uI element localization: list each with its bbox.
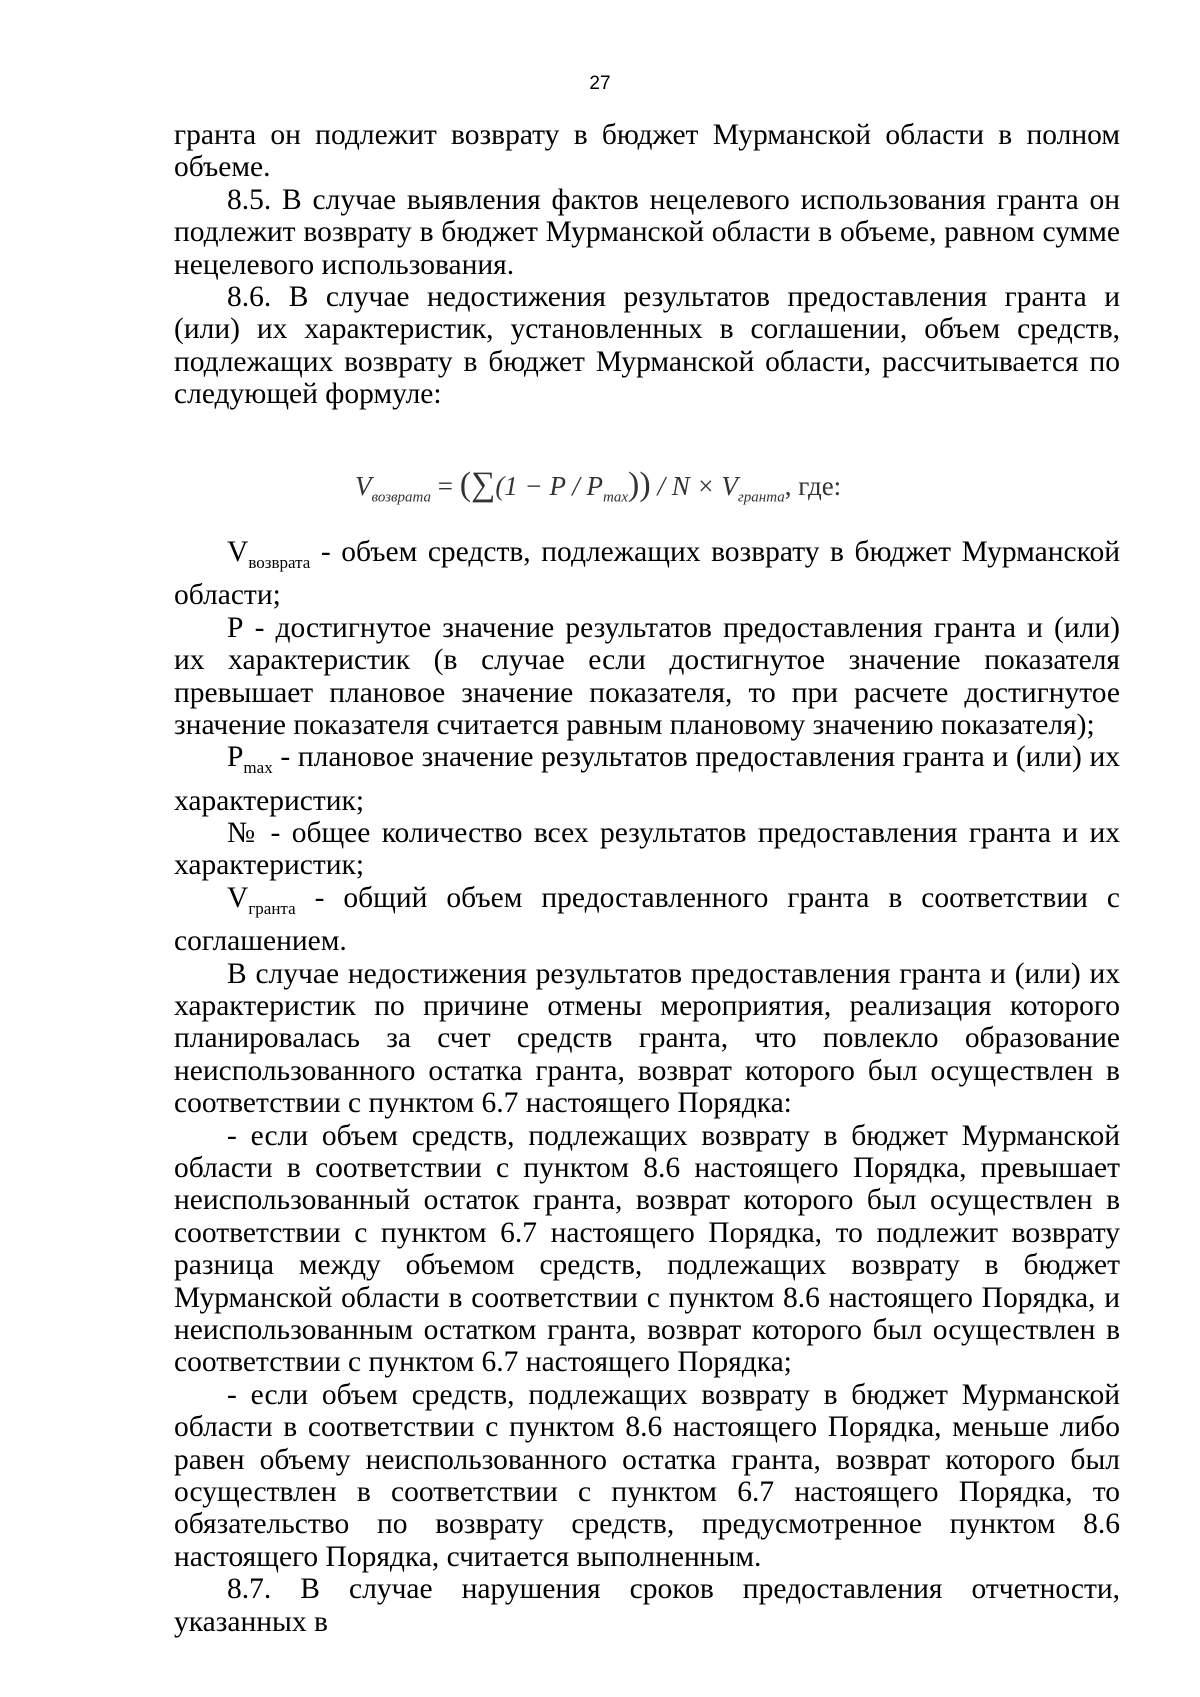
paragraph-continuation: гранта он подлежит возврату в бюджет Мурманской области в полном объеме.: [174, 119, 1120, 184]
definition-pmax: $P_{max}$ - плановое значение результатов предоставления гранта и (или) их характеристик;: [174, 741, 1120, 817]
definition-p: Р - достигнутое значение результатов предоставления гранта и (или) их характеристик (в случае если достигнутое значение показателя превышает плановое значение показателя, то при расчете достигнутое значение показателя считается равным плановому значению показателя);: [174, 611, 1120, 741]
definition-v-return: $V_{возврата}$ - объем средств, подлежащих возврату в бюджет Мурманской области;: [174, 536, 1120, 612]
bullet-less-or-equal: - если объем средств, подлежащих возврату в бюджет Мурманской области в соответствии с пунктом 8.6 настоящего Порядка, меньше либо равен объему неиспользованного остатка гранта, возврат которого был осуществлен в соответствии с пунктом 6.7 настоящего Порядка, то обязательство по возврату средств, предусмотренное пунктом 8.6 настоящего Порядка, считается выполненным.: [174, 1378, 1120, 1573]
return-formula: $V_{возврата} = (\sum(1 - P / P_{max})) / N \times V_{гранта}$, где:: [355, 466, 842, 506]
paragraph-8-7: 8.7. В случае нарушения сроков предоставления отчетности, указанных в: [174, 1573, 1120, 1638]
definition-v-grant: $V_{гранта}$ - общий объем предоставленного гранта в соответствии с соглашением.: [174, 881, 1120, 958]
paragraph-8-5: 8.5. В случае выявления фактов нецелевого использования гранта он подлежит возврату в бюджет Мурманской области в объеме, равном сумме нецелевого использования.: [174, 183, 1120, 281]
paragraph-8-6: 8.6. В случае недостижения результатов предоставления гранта и (или) их характеристик, установленных в соглашении, объем средств, подлежащих возврату в бюджет Мурманской области, рассчитывается по следующей формуле:: [174, 281, 1120, 411]
text-block-definitions: [174, 536, 1120, 1638]
text-block-top: [174, 119, 1120, 411]
definition-n: № - общее количество всех результатов предоставления гранта и их характеристик;: [174, 817, 1120, 882]
bullet-exceeds: - если объем средств, подлежащих возврату в бюджет Мурманской области в соответствии с пунктом 8.6 настоящего Порядка, превышает неиспользованный остаток гранта, возврат которого был осуществлен в соответствии с пунктом 6.7 настоящего Порядка, то подлежит возврату разница между объемом средств, подлежащих возврату в бюджет Мурманской области в соответствии с пунктом 8.6 настоящего Порядка, и неиспользованным остатком гранта, возврат которого был осуществлен в соответствии с пунктом 6.7 настоящего Порядка;: [174, 1119, 1120, 1379]
paragraph-cancellation: В случае недостижения результатов предоставления гранта и (или) их характеристик по причине отмены мероприятия, реализация которого планировалась за счет средств гранта, что повлекло образование неиспользованного остатка гранта, возврат которого был осуществлен в соответствии с пунктом 6.7 настоящего Порядка:: [174, 957, 1120, 1120]
page-number: 27: [589, 73, 611, 94]
